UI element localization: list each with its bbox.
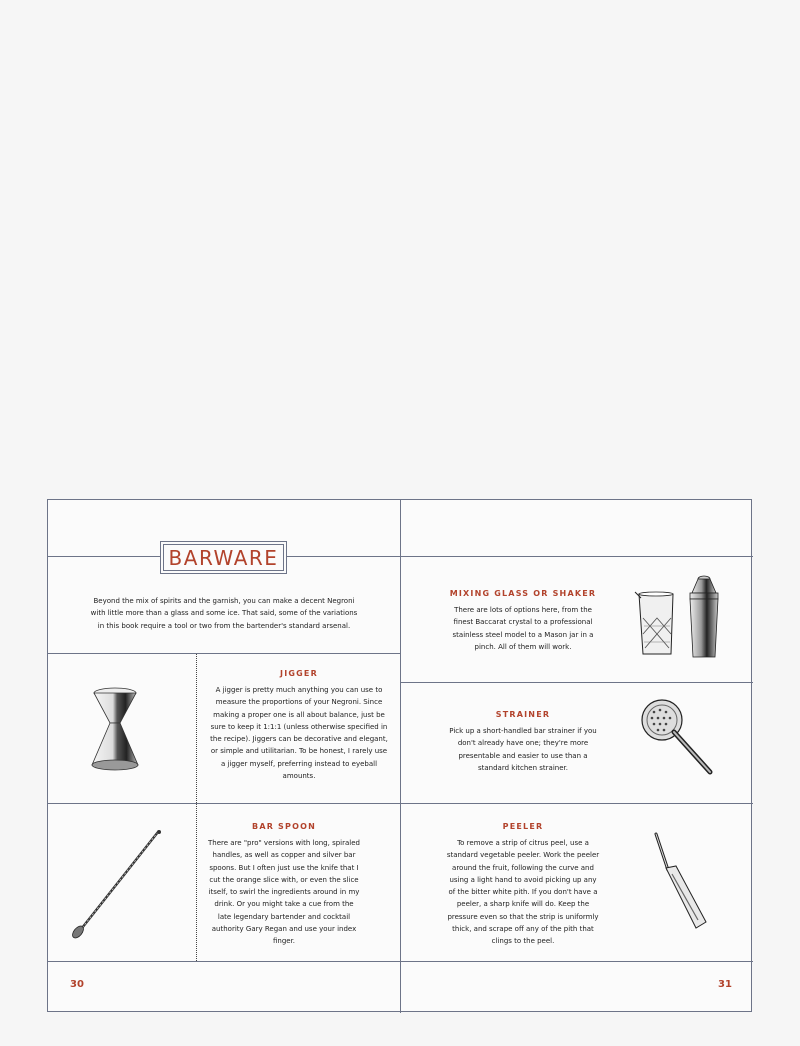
page-number-right: 31 [718,979,732,990]
strainer-heading: STRAINER [495,710,551,719]
left-rule-4 [48,961,400,962]
left-rule-3 [48,803,400,804]
page-number-left: 30 [70,979,84,990]
jigger-heading: JIGGER [280,669,318,678]
jigger-body: A jigger is pretty much anything you can use to measure the proportions of your Negroni. Since making a proper one is all about balance, just be sure to keep it 1:1:1 (unless otherwise specified in the recipe). Jiggers can be decorative and elegant, or simple and utilitarian. To be honest, I rarely use a jigger myself, preferring instead to eyeball amounts. [210,686,388,781]
peeler-icon [648,830,718,932]
dotted-divider-spoon [196,804,197,961]
page-title: BARWARE [163,544,284,571]
mixing-glass-body: There are lots of options here, from the finest Baccarat crystal to a professional stainless steel model to a Mason jar in a pinch. All of them will work. [452,606,594,651]
left-rule-2 [48,653,400,654]
right-rule-1 [401,556,753,557]
title-box [160,541,287,574]
bar-spoon-heading: BAR SPOON [252,822,316,831]
book-spread [47,499,752,1012]
intro-text: Beyond the mix of spirits and the garnish, you can make a decent Negroni with little more than a glass and some ice. That said, some of the variations in this book require a tool or two from the bartender's standard arsenal. [90,597,358,630]
mixing-glass-heading: MIXING GLASS OR SHAKER [449,589,597,598]
bar-spoon-icon [70,830,165,940]
right-rule-2 [401,682,753,683]
bar-spoon-body: There are "pro" versions with long, spiraled handles, as well as copper and silver bar spoons. But I often just use the knife that I cut the orange slice with, or even the slice itself, to swirl the ingredients around in my drink. Or you might take a cue from the late legendary bartender and cocktail authority Gary Regan and use your index finger. [208,839,360,946]
shaker-icon [684,573,724,661]
right-rule-3 [401,803,753,804]
dotted-divider-jigger [196,654,197,803]
strainer-icon [638,696,718,784]
peeler-body: To remove a strip of citrus peel, use a standard vegetable peeler. Work the peeler around the fruit, following the curve and using a light hand to avoid picking up any of the bitter white pith. If you don't have a peeler, a sharp knife will do. Keep the pressure even so that the strip is uniformly thick, and scrape off any of the pith that clings to the peel. [446,839,600,946]
mixing-glass-icon [633,588,678,660]
right-rule-4 [401,961,753,962]
peeler-heading: PEELER [502,822,544,831]
strainer-body: Pick up a short-handled bar strainer if you don't already have one; they're more presentable and easier to use than a standard kitchen strainer. [449,727,597,772]
center-divider [400,500,401,1013]
jigger-icon [90,683,140,773]
